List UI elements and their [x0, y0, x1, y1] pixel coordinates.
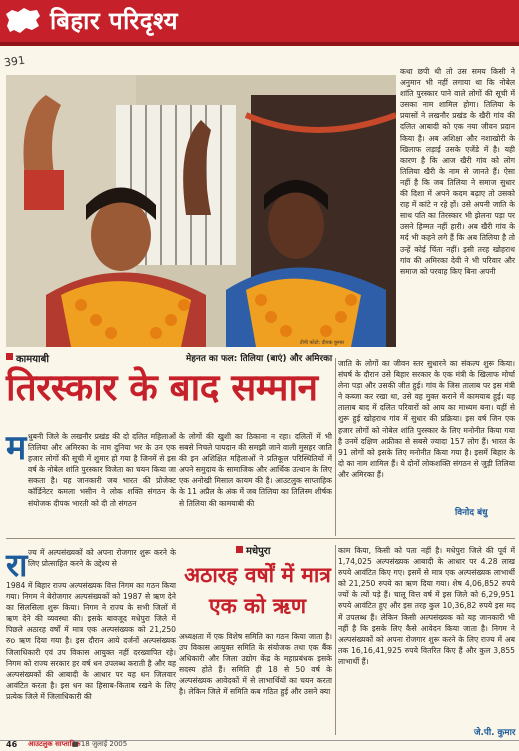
article-column: अध्यक्षता में एक विशेष समिति का गठन किया जाता है। उप विकास आयुक्त समिति के संयोजक तथा एक बैंक अधिकारी और जिला उद्योग केंद्र के महाप्रबंधक इसके सदस्य होते हैं। समिति ही 18 से 50 वर्ष के अल्पसंख्यक आवेदकों में से लाभार्थियों का चयन करता है। लेकिन जिले में समिति कब गठित हुई और उसने क्या	[179, 632, 332, 697]
article-column: कथा छपी थी तो उस समय किसी ने अनुमान भी नहीं लगाया था कि नोबेल शांति पुरस्कार पाने वाले लोगों की सूची में उसका नाम शामिल होगा। तिलिया के प्रयासों ने लखनौर प्रखंड के खैरी गांव की दलित आबादी को एक नया जीवन प्रदान किया है। अब अशिक्षा और नशाखोरी के खिलाफ लड़ाई उसके एजेंडे में है। यही कारण है कि आज खैरी गांव को लोग तिलिया खैरी के नाम से जानते हैं। ऐसा नहीं है कि जब तिलिया ने समाज सुधार की दिशा में अपने कदम बढ़ाए तो उसको राह में कांटे न रहे हों। उसे अपनी जाति के साथ पति का तिरस्कार भी झेलना पड़ा पर उसने हिम्मत नहीं हारी। अब खैरी गांव के मर्द भी कहने लगे हैं कि अब तिलिया है तो उन्हें कोई चिंता नहीं। इसी तरह खोहराथ गांव की अमिरका देवी ने भी परिवार और समाज को परवाह किए बिना अपनी	[400, 67, 515, 276]
article-divider	[6, 538, 515, 539]
section-title: बिहार परिदृश्य	[50, 7, 179, 35]
headline: तिरस्कार के बाद सम्मान	[6, 366, 318, 409]
photo-illustration	[6, 75, 396, 347]
footer-brand: आउटलुक साप्ताहिक	[28, 740, 81, 748]
article-column: काम किया, किसी को पता नहीं है। मधेपुरा जिले की पूर्व में 1,74,025 अल्पसंख्यक आबादी के आधार पर 4.28 लाख रुपये आवंटित किए गए। इसमें से मात्र एक अल्पसंख्यक लाभार्थी को 21,250 रुपये का ऋण दिया गया। शेष 4,06,852 रुपये ज्यों के त्यों पड़े हैं। चालू वित्त वर्ष में इस जिले को 6,29,951 रुपये आवंटित हुए और इस तरह कुल 10,36,82 रुपये इस मद में उपलब्ध हैं। लेकिन किसी अल्पसंख्यक को यह जानकारी भी नहीं है कि इसके लिए कैसे आवेदन किया जाता है। निगम ने अल्पसंख्यकों को अपना रोजगार शुरू करने के लिए राज्य में अब तक 16,16,41,925 रुपये वितरित किए हैं और कुल 3,855 लाभार्थी हैं।	[338, 546, 515, 666]
drop-cap: रा	[6, 546, 28, 584]
column-rule	[335, 545, 336, 735]
handwritten-note: 391	[3, 53, 26, 70]
drop-cap: म	[6, 428, 27, 468]
byline: जे.पी. कुमार	[474, 728, 516, 738]
headline: अठारह वर्षों में मात्र एक को ऋण	[184, 563, 331, 618]
page-number: 46	[6, 740, 18, 749]
byline: विनोद बंधु	[455, 508, 488, 518]
header-underline	[0, 42, 519, 46]
photo-caption: मेहनत का फल: तिलिया (बाएं) और अमिरका	[186, 354, 333, 364]
article-column: जाति के लोगों का जीवन स्तर सुधारने का संकल्प शुरू किया। संघर्ष के दौरान उसे बिहार सरकार के एक मंत्री के खिलाफ मोर्चा लेना पड़ा और उसकी जीत हुई। गांव के जिस तालाब पर इस मंत्री ने कब्जा कर रखा था, उसे वह मुक्त कराने में कामयाब हुई। यह तालाब बाद में दलित परिवारों को आय का माध्यम बना। यहीं से शुरू हुई खोहराथ गांव में सुधार की प्रक्रिया। इस वर्ष जिन एक हजार लोगों को नोबेल शांति पुरस्कार के लिए मनोनीत किया गया है उनमें दक्षिण अफ्रीका से सबसे ज्यादा 157 लोग हैं। भारत के 91 लोगों को इसके लिए मनोनीत किया गया है। इसमें बिहार के दो का नाम शामिल हैं। ये दोनों लोकशक्ति संगठन से जुड़ी तिलिया और अमिरका हैं।	[338, 359, 515, 479]
column-rule	[335, 358, 336, 536]
article-column: के लोगों की खुशी का ठिकाना न रहा। दलितों में भी सबसे निचले पायदान की समझी जाने वाली मुसहर जाति की इन अशिक्षित महिलाओं ने प्रतिकूल परिस्थितियों में अपने समुदाय के सामाजिक और आर्थिक उत्थान के लिए एक अनोखी मिसाल कायम की है। आउटलुक साप्ताहिक के 11 अप्रैल के अंक में जब तिलिया का तिलिस्म शीर्षक से तिलिया की कामयाबी की	[179, 432, 332, 508]
bihar-map-icon	[4, 6, 42, 36]
article-column: ज्य में अल्पसंख्यकों को अपना रोजगार शुरू करने के लिए प्रोत्साहित करने के उद्देश्य से	[28, 548, 176, 569]
photo-credit: टीपी फोटो: दीपक कुमार	[300, 340, 345, 346]
article-column: 1984 में बिहार राज्य अल्पसंख्यक वित्त निगम का गठन किया गया। निगम ने बेरोजगार अल्पसंख्यकों को 1987 से ऋण देने का सिलसिला शुरू किया। निगम ने राज्य के सभी जिलों में ऋण देने की व्यवस्था की। इसके बावजूद मधेपुरा जिले में पिछले अठारह वर्षों में मात्र एक अल्पसंख्यक को 21,250 रुo ऋण दिया गया है। इस दौरान आये दर्जनों अल्पसंख्यक जिलाधिकारी एवं उप विकास आयुक्त नहीं दरख्वापित रहे। निगम को राज्य सरकार हर वर्ष धन उपलब्ध कराती है और वह अल्पसंख्यकों की आबादी के आधार पर यह धन जिलवार आवंटित करता है। इस धन का हिसाब-किताब रखने के लिए प्रत्येक जिले में जिलाधिकारी की	[6, 581, 176, 701]
section-label: कामयाबी	[16, 354, 49, 365]
footer-date: ■ 18 जुलाई 2005	[72, 740, 128, 748]
section-marker	[236, 546, 243, 553]
article-column: धुबनी जिले के लखनौर प्रखंड की दो दलित महिलाओं तिलिया और अमिरका के नाम दुनिया भर के उन एक हजार लोगों की सूची में शुमार हो गया है जिनमें से इस वर्ष के नोबेल शांति पुरस्कार विजेता का चयन किया जा सकता है। यह जानकारी जब भारत की प्रोजेक्ट कॉर्डिनेटर कमला भसीन ने लोक शक्ति संगठन के संयोजक दीपक भारती को दी तो संगठन	[28, 432, 176, 508]
article-photo	[6, 75, 396, 347]
section-marker	[6, 353, 13, 360]
section-label: मधेपुरा	[246, 546, 271, 557]
